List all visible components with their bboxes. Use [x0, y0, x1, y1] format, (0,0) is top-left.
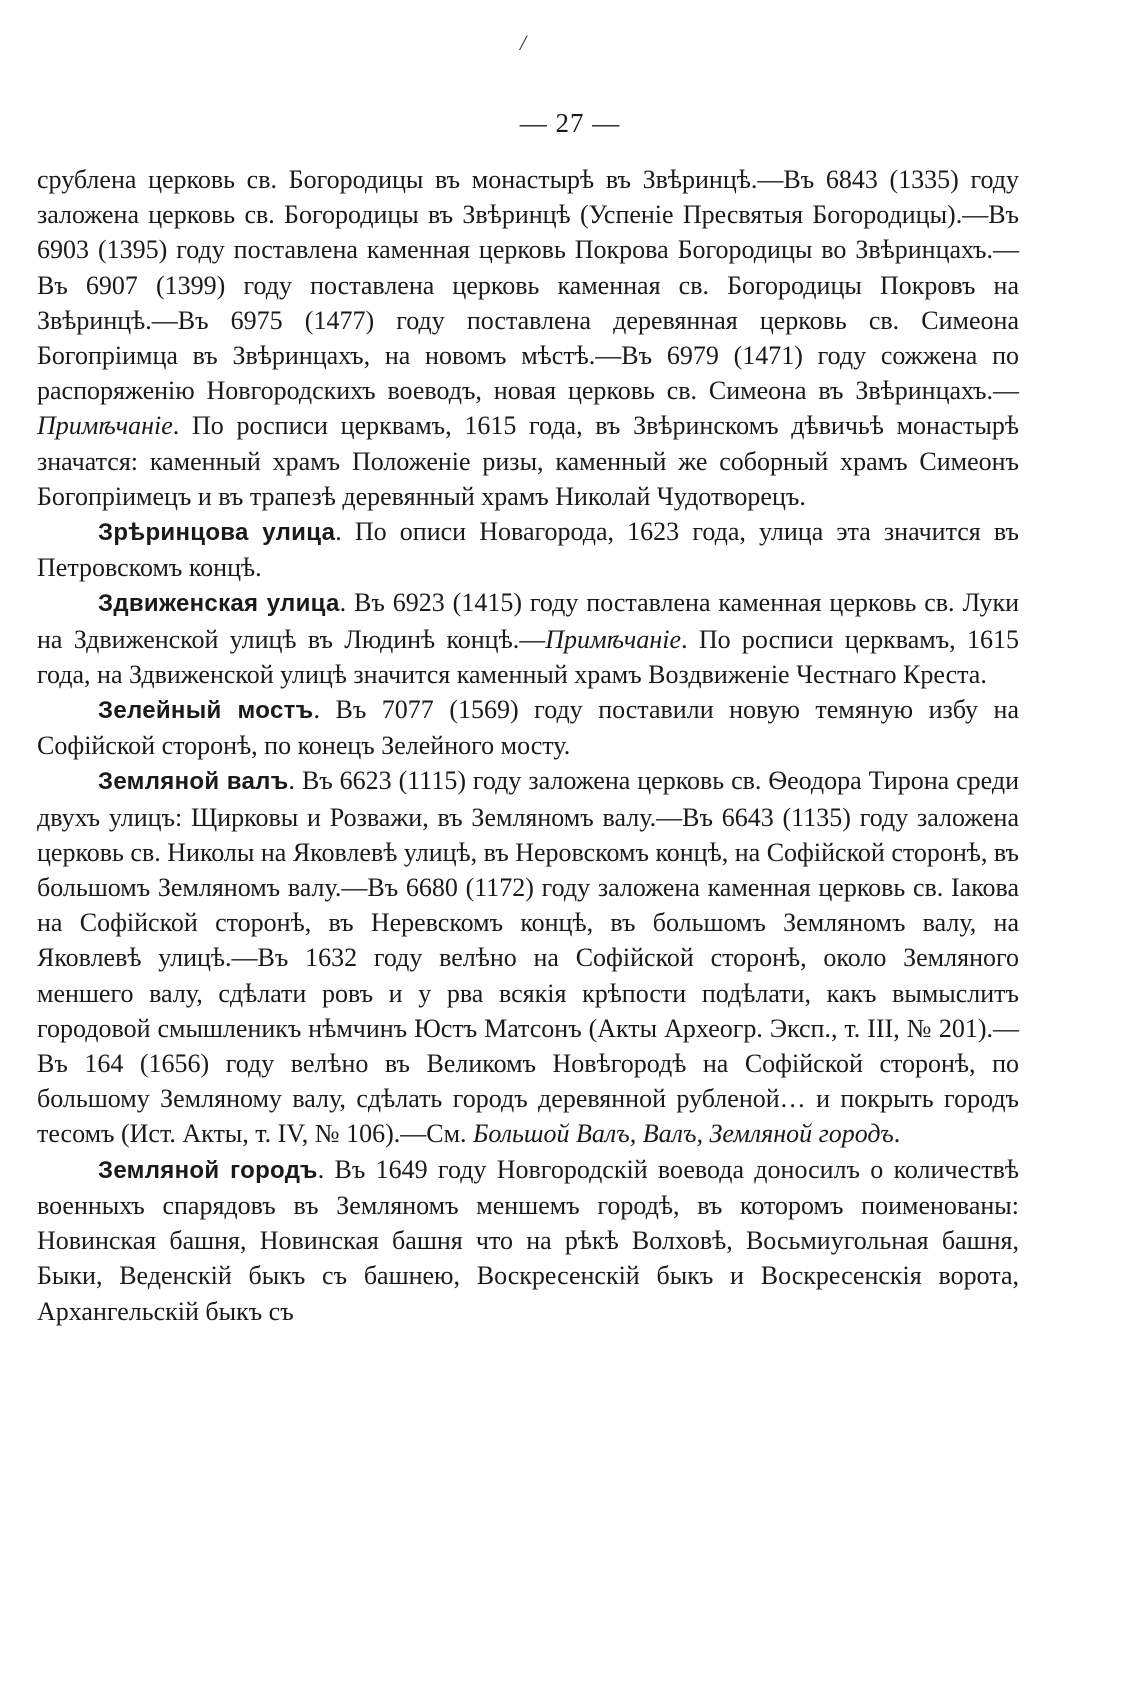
- entry-text: . Въ 6923 (1415) году поставлена каменная церковь св. Луки на Здвиженской улицѣ въ Людинѣ концѣ.—: [37, 588, 1019, 654]
- entry-zeleyny-most: [37, 692, 1019, 763]
- entry-heading: Зрѣринцова улица: [98, 519, 336, 547]
- paragraph-text: . По росписи церквамъ, 1615 года, въ Звѣринскомъ дѣвичьѣ монастырѣ значатся: каменный храмъ Положеніе ризы, каменный же соборный храмъ Симеонъ Богопріимецъ и въ трапезѣ деревянный храмъ Николай Чудотворецъ.: [37, 411, 1019, 511]
- entry-text: .: [893, 1119, 901, 1149]
- entry-heading: Земляной валъ: [98, 768, 289, 796]
- entry-text: . Въ 1649 году Новгородскій воевода доносилъ о количествѣ военныхъ спарядовъ въ Земляномъ меншемъ городѣ, въ которомъ поименованы: Новинская башня, Новинская башня что на рѣкѣ Волховѣ, Восьмиугольная башня, Быки, Веденскій быкъ съ башнею, Воскресенскій быкъ и Воскресенскія ворота, Архангельскій быкъ съ: [37, 1154, 1019, 1326]
- entry-text: . Въ 7077 (1569) году поставили новую темяную избу на Софійской сторонѣ, по конецъ Зелейного мосту.: [37, 695, 1019, 761]
- entry-heading: Земляной городъ: [98, 1156, 318, 1184]
- entry-heading: Зелейный мостъ: [98, 697, 314, 725]
- entry-zdvizhenskaya-ulitsa: [37, 585, 1019, 692]
- entry-text: . Въ 6623 (1115) году заложена церковь св. Ѳеодора Тирона среди двухъ улицъ: Щирковы и Розважи, въ Земляномъ валу.—Въ 6643 (1135) году заложена церковь св. Николы на Яковлевѣ улицѣ, въ Неровскомъ концѣ, на Софійской сторонѣ, въ большомъ Земляномъ валу.—Въ 6680 (1172) году заложена каменная церковь св. Іакова на Софійской сторонѣ, въ Неревскомъ концѣ, въ большомъ Земляномъ валу, на Яковлевѣ улицѣ.—Въ 1632 году велѣно на Софійской сторонѣ, около Земляного меншего валу, сдѣлати ровъ и у рва всякія крѣпости подѣлати, какъ вымыслитъ городовой смышленикъ нѣмчинъ Юстъ Матсонъ (Акты Археогр. Эксп., т. III, № 201).—Въ 164 (1656) году велѣно въ Великомъ Новѣгородѣ на Софійской сторонѣ, по большому Земляному валу, сдѣлать городъ деревянной рубленой… и покрыть городъ тесомъ (Ист. Акты, т. IV, № 106).—См.: [37, 766, 1020, 1149]
- entry-zrerintsova-ulitsa: [37, 514, 1019, 585]
- entry-zemlyanoy-val: [37, 763, 1019, 1151]
- note-label: Примѣчаніе: [37, 411, 173, 441]
- note-label: Примѣчаніе: [545, 624, 681, 654]
- entry-text: . По росписи церквамъ, 1615 года, на Здвиженской улицѣ значится каменный храмъ Воздвиженіе Честнаго Креста.: [37, 624, 1019, 689]
- entry-zemlyanoy-gorod: [37, 1152, 1019, 1329]
- entry-heading: Здвиженская улица: [98, 590, 340, 618]
- paragraph-text: срублена церковь св. Богородицы въ монастырѣ въ Звѣринцѣ.—Въ 6843 (1335) году заложена церковь св. Богородицы въ Звѣринцѣ (Успеніе Пресвятыя Богородицы).—Въ 6903 (1395) году поставлена каменная церковь Покрова Богородицы во Звѣринцахъ.—Въ 6907 (1399) году поставлена церковь каменная св. Богородицы Покровъ на Звѣринцѣ.—Въ 6975 (1477) году поставлена деревянная церковь св. Симеона Богопріимца въ Звѣринцахъ, на новомъ мѣстѣ.—Въ 6979 (1471) году сожжена по распоряженію Новгородскихъ воеводъ, новая церковь св. Симеона въ Звѣринцахъ.—: [37, 165, 1019, 406]
- page-number: — 27 —: [519, 108, 621, 138]
- margin-mark: /: [520, 30, 527, 55]
- cross-reference: Большой Валъ, Валъ, Земляной городъ: [473, 1119, 894, 1149]
- body-text: [37, 162, 1019, 1329]
- paragraph-zverinets-continued: [37, 162, 1019, 514]
- entry-text: . По описи Новагорода, 1623 года, улица эта значится въ Петровскомъ концѣ.: [37, 517, 1019, 583]
